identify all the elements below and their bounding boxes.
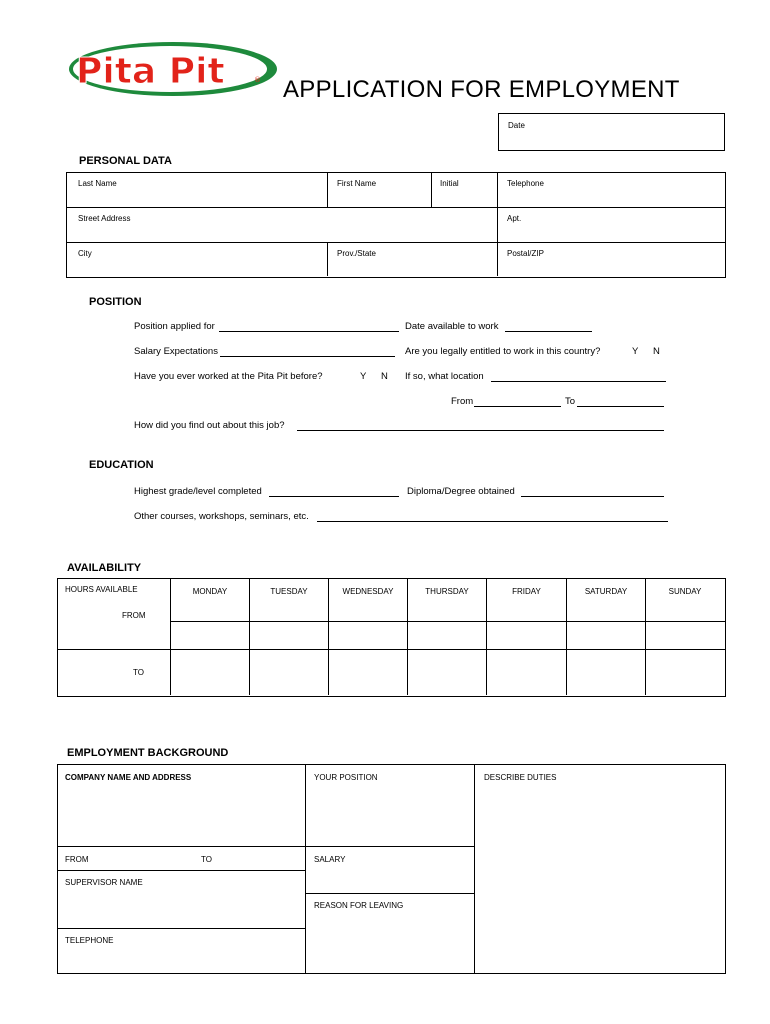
hours-available-label: HOURS AVAILABLE: [65, 585, 138, 594]
availability-to-label: TO: [133, 668, 144, 677]
day-tuesday: TUESDAY: [270, 587, 308, 596]
other-courses-label: Other courses, workshops, seminars, etc.: [134, 511, 309, 522]
day-thursday: THURSDAY: [425, 587, 469, 596]
date-label: Date: [508, 121, 525, 130]
supervisor-name-label: SUPERVISOR NAME: [65, 878, 143, 887]
city-label: City: [78, 249, 92, 258]
date-available-line[interactable]: [505, 331, 592, 332]
day-monday: MONDAY: [192, 587, 228, 596]
prov-state-label: Prov./State: [337, 249, 376, 258]
if-so-location-label: If so, what location: [405, 371, 484, 382]
day-friday: FRIDAY: [512, 587, 541, 596]
postal-zip-label: Postal/ZIP: [507, 249, 544, 258]
street-address-label: Street Address: [78, 214, 131, 223]
your-position-label: YOUR POSITION: [314, 773, 378, 782]
diploma-line[interactable]: [521, 496, 664, 497]
legally-no-option[interactable]: N: [653, 346, 660, 357]
day-saturday: SATURDAY: [584, 587, 628, 596]
worked-to-line[interactable]: [577, 406, 664, 407]
found-out-label: How did you find out about this job?: [134, 420, 285, 431]
employment-telephone-label: TELEPHONE: [65, 936, 114, 945]
logo-text: Pita Pit: [76, 51, 225, 92]
education-heading: EDUCATION: [89, 459, 154, 471]
found-out-line[interactable]: [297, 430, 664, 431]
first-name-label: First Name: [337, 179, 377, 188]
personal-data-heading: PERSONAL DATA: [79, 155, 172, 167]
worked-from-line[interactable]: [474, 406, 561, 407]
telephone-label: Telephone: [507, 179, 544, 188]
position-applied-line[interactable]: [219, 331, 399, 332]
position-applied-label: Position applied for: [134, 321, 215, 332]
last-name-label: Last Name: [78, 179, 117, 188]
reason-for-leaving-label: REASON FOR LEAVING: [314, 901, 404, 910]
highest-grade-line[interactable]: [269, 496, 399, 497]
svg-text:®: ®: [254, 76, 261, 84]
employment-from-label: FROM: [65, 855, 89, 864]
availability-from-label: FROM: [122, 611, 146, 620]
apt-label: Apt.: [507, 214, 522, 223]
date-box[interactable]: [498, 113, 725, 151]
employment-heading: EMPLOYMENT BACKGROUND: [67, 747, 229, 759]
day-wednesday: WEDNESDAY: [342, 587, 394, 596]
worked-before-label: Have you ever worked at the Pita Pit before?: [134, 371, 323, 382]
worked-before-no-option[interactable]: N: [381, 371, 388, 382]
day-sunday: SUNDAY: [668, 587, 702, 596]
highest-grade-label: Highest grade/level completed: [134, 486, 262, 497]
date-available-label: Date available to work: [405, 321, 499, 332]
worked-to-label: To: [565, 396, 576, 407]
other-courses-line[interactable]: [317, 521, 668, 522]
location-line[interactable]: [491, 381, 666, 382]
pita-pit-logo: [66, 40, 280, 98]
salary-label: SALARY: [314, 855, 346, 864]
describe-duties-label: DESCRIBE DUTIES: [484, 773, 557, 782]
worked-from-label: From: [451, 396, 474, 407]
salary-expectations-line[interactable]: [220, 356, 395, 357]
employment-table: [57, 764, 726, 974]
initial-label: Initial: [440, 179, 459, 188]
salary-expectations-label: Salary Expectations: [134, 346, 218, 357]
employment-to-label: TO: [201, 855, 212, 864]
legally-entitled-label: Are you legally entitled to work in this country?: [405, 346, 601, 357]
availability-heading: AVAILABILITY: [67, 562, 142, 574]
legally-yes-option[interactable]: Y: [632, 346, 639, 357]
company-name-label: COMPANY NAME AND ADDRESS: [65, 773, 192, 782]
position-heading: POSITION: [89, 296, 142, 308]
page-title: APPLICATION FOR EMPLOYMENT: [283, 76, 680, 103]
diploma-label: Diploma/Degree obtained: [407, 486, 515, 497]
worked-before-yes-option[interactable]: Y: [360, 371, 367, 382]
